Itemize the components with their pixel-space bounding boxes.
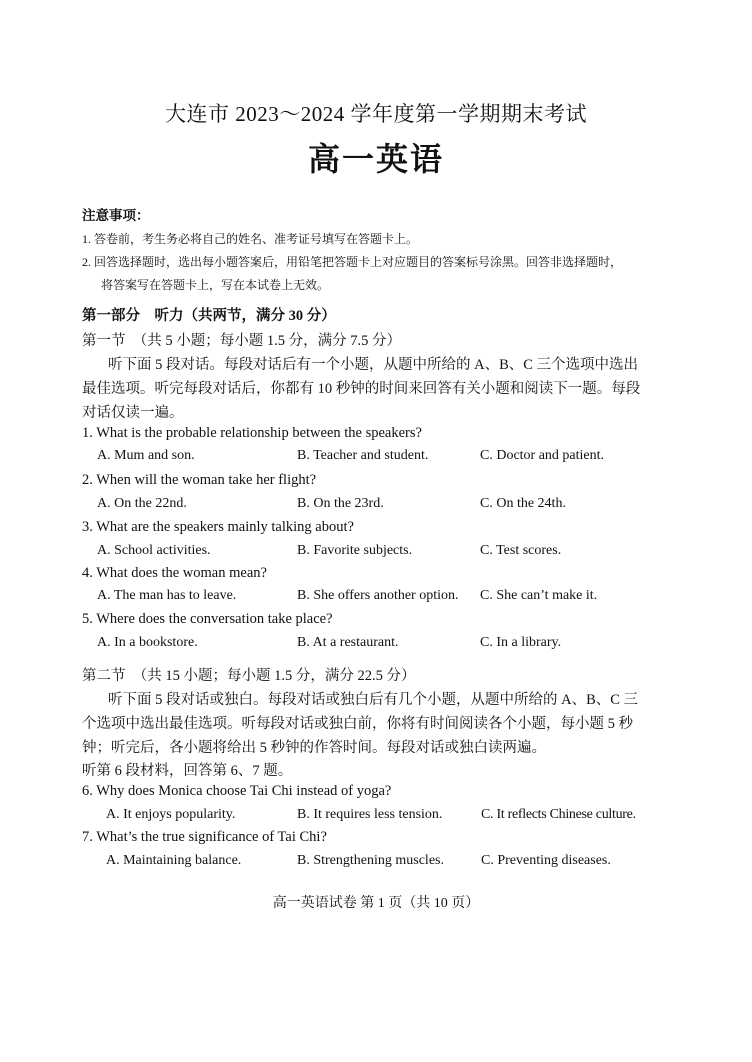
notice-item-2-line-1: 2. 回答选择题时，选出每小题答案后，用铅笔把答题卡上对应题目的答案标号涂黑。回答非选择题时， [82,255,623,269]
page-footer: 高一英语试卷 第 1 页（共 10 页） [272,896,480,911]
question-2-option-c: C. On the 24th. [480,496,566,511]
material-note: 听第 6 段材料，回答第 6、7 题。 [82,763,293,779]
question-6-option-b: B. It requires less tension. [297,807,443,822]
question-2-option-a: A. On the 22nd. [97,496,187,511]
question-1-option-c: C. Doctor and patient. [480,448,605,463]
question-4: 4. What does the woman mean? [82,565,267,581]
question-5-option-c: C. In a library. [480,635,562,650]
notice-item-2-line-2: 将答案写在答题卡上，写在本试卷上无效。 [101,278,330,292]
question-5-option-b: B. At a restaurant. [297,635,399,650]
question-1-option-b: B. Teacher and student. [297,448,429,463]
question-5-option-a: A. In a bookstore. [97,635,198,650]
question-7-option-c: C. Preventing diseases. [481,853,611,868]
part1-heading: 第一部分 听力（共两节，满分 30 分） [82,308,336,324]
question-2-option-b: B. On the 23rd. [297,496,384,511]
notice-heading: 注意事项： [82,208,150,223]
question-7: 7. What’s the true significance of Tai Chi? [82,829,327,845]
subject-title: 高一英语 [307,141,444,177]
section2-instruction-line-3: 钟；听完后，各小题将给出 5 秒钟的作答时间。每段对话或独白读两遍。 [82,740,546,756]
question-3-option-c: C. Test scores. [480,543,562,558]
question-3-option-a: A. School activities. [97,543,211,558]
section2-instruction-line-1: 听下面 5 段对话或独白。每段对话或独白后有几个小题，从题中所给的 A、B、C 三 [108,692,639,708]
question-7-option-b: B. Strengthening muscles. [297,853,444,868]
section1-instruction-line-3: 对话仅读一遍。 [82,405,184,421]
question-4-option-b: B. She offers another option. [297,588,459,603]
question-3-option-b: B. Favorite subjects. [297,543,413,558]
notice-item-1: 1. 答卷前，考生务必将自己的姓名、准考证号填写在答题卡上。 [82,232,419,246]
section1-instruction-line-1: 听下面 5 段对话。每段对话后有一个小题，从题中所给的 A、B、C 三个选项中选出 [108,357,639,373]
exam-title: 大连市 2023～2024 学年度第一学期期末考试 [165,102,587,126]
question-4-option-a: A. The man has to leave. [97,588,237,603]
question-1-option-a: A. Mum and son. [97,448,195,463]
question-5: 5. Where does the conversation take place? [82,611,333,627]
question-1: 1. What is the probable relationship between the speakers? [82,425,422,441]
question-7-option-a: A. Maintaining balance. [106,853,242,868]
section2-heading: 第二节 （共 15 小题；每小题 1.5 分，满分 22.5 分） [82,668,416,684]
question-2: 2. When will the woman take her flight? [82,472,317,488]
section2-instruction-line-2: 个选项中选出最佳选项。听每段对话或独白前，你将有时间阅读各个小题，每小题 5 秒 [82,716,633,732]
question-6-option-a: A. It enjoys popularity. [106,807,236,822]
question-6: 6. Why does Monica choose Tai Chi instead of yoga? [82,783,392,799]
section1-heading: 第一节 （共 5 小题；每小题 1.5 分，满分 7.5 分） [82,333,401,349]
question-4-option-c: C. She can’t make it. [480,588,598,603]
section1-instruction-line-2: 最佳选项。听完每段对话后，你都有 10 秒钟的时间来回答有关小题和阅读下一题。每段 [82,381,641,397]
question-6-option-c: C. It reflects Chinese culture. [481,807,636,822]
question-3: 3. What are the speakers mainly talking about? [82,519,354,535]
